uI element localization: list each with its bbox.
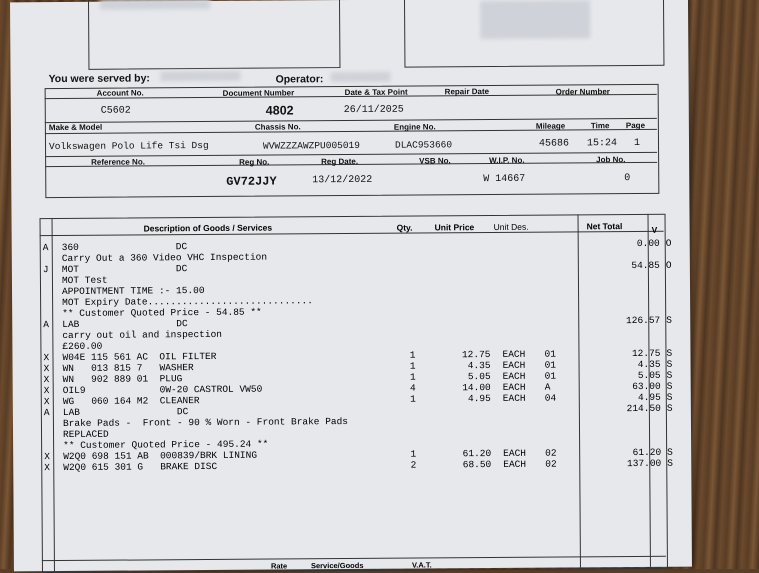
cell-desc: 360 DC	[62, 240, 402, 253]
repair-date-label: Repair Date	[445, 87, 490, 96]
cell-qty: 1	[396, 394, 416, 405]
cell-v: S	[667, 381, 677, 392]
served-by-label: You were served by:	[49, 72, 150, 85]
cell-v: S	[667, 392, 677, 403]
cell-des: 02	[545, 448, 565, 459]
cell-v: O	[666, 238, 676, 249]
document-number-label: Document Number	[223, 88, 295, 97]
cell-desc: W04E 115 561 AC OIL FILTER	[62, 350, 402, 363]
cell-v: S	[667, 403, 677, 414]
cell-v: S	[666, 348, 676, 359]
cell-net: 54.85	[596, 260, 660, 271]
reg-date-label: Reg Date.	[321, 157, 358, 166]
time-label: Time	[591, 121, 610, 130]
document-number: 4802	[266, 103, 294, 117]
col-unit-des: Unit Des.	[494, 222, 529, 232]
wip-label: W.I.P. No.	[489, 156, 524, 165]
cell-desc: APPOINTMENT TIME :- 15.00	[62, 284, 402, 297]
cell-qty: 1	[395, 350, 415, 361]
cell-desc: W2Q0 698 151 AB 000839/BRK LINING	[63, 449, 403, 462]
cell-unit: EACH	[503, 459, 537, 470]
cell-des: 04	[545, 393, 565, 404]
cell-desc: £260.00	[62, 339, 402, 352]
cell-qty: 4	[396, 383, 416, 394]
operator-label: Operator:	[276, 73, 324, 85]
cell-price: 61.20	[436, 448, 491, 459]
chassis-label: Chassis No.	[255, 122, 301, 131]
cell-v: O	[666, 260, 676, 271]
order-number-label: Order Number	[556, 87, 610, 96]
cell-unit: EACH	[503, 382, 537, 393]
cell-price: 14.00	[436, 382, 491, 393]
cell-desc: MOT Expiry Date.............................	[62, 295, 402, 308]
cell-desc: Brake Pads - Front - 90 % Worn - Front Brake Pads	[63, 416, 403, 429]
chassis-no: WVWZZZAWZPU005019	[263, 140, 360, 152]
col-v: V	[652, 225, 658, 235]
cell-net: 126.57	[596, 315, 660, 326]
engine-label: Engine No.	[394, 122, 436, 131]
cell-net: 4.95	[597, 392, 661, 403]
wip-no: W 14667	[483, 174, 525, 185]
reg-date: 13/12/2022	[312, 175, 372, 186]
reg-no: GV72JJY	[226, 175, 277, 189]
cell-qty: 1	[396, 449, 416, 460]
page-number: 1	[634, 138, 640, 149]
cell-price: 12.75	[435, 349, 490, 360]
reference-label: Reference No.	[91, 157, 145, 166]
cell-desc: OIL9 0W-20 CASTROL VW50	[63, 383, 403, 396]
cell-net: 137.00	[597, 458, 661, 469]
cell-des: 01	[544, 349, 564, 360]
cell-unit: EACH	[503, 448, 537, 459]
cell-desc: WN 902 889 01 PLUG	[63, 372, 403, 385]
cell-desc: ** Customer Quoted Price - 495.24 **	[63, 438, 403, 451]
cell-desc: REPLACED	[63, 427, 403, 440]
cell-des: 01	[545, 360, 565, 371]
cell-v: S	[667, 359, 677, 370]
cell-desc: WN 013 815 7 WASHER	[63, 361, 403, 374]
cell-qty: 2	[396, 460, 416, 471]
customer-address-box	[88, 0, 340, 70]
vat-label: V.A.T.	[412, 560, 432, 569]
cell-desc: MOT DC	[62, 262, 402, 275]
col-description: Description of Goods / Services	[144, 223, 273, 234]
cell-v: S	[667, 458, 677, 469]
cell-net: 12.75	[596, 348, 660, 359]
col-qty: Qty.	[397, 223, 413, 233]
cell-des: A	[545, 382, 565, 393]
cell-v: S	[667, 370, 677, 381]
cell-v: S	[667, 447, 677, 458]
cell-desc: WG 060 164 M2 CLEANER	[63, 394, 403, 407]
cell-code: X	[44, 385, 54, 396]
time: 15:24	[587, 138, 617, 149]
redacted-area	[160, 71, 240, 82]
cell-code: A	[43, 242, 53, 253]
mileage-label: Mileage	[536, 121, 565, 130]
cell-des: 02	[545, 459, 565, 470]
vsb-label: VSB No.	[419, 156, 451, 165]
cell-qty: 1	[396, 361, 416, 372]
cell-price: 4.95	[436, 393, 491, 404]
cell-unit: EACH	[503, 393, 537, 404]
cell-net: 0.00	[596, 238, 660, 249]
cell-price: 68.50	[436, 459, 491, 470]
cell-unit: EACH	[502, 349, 536, 360]
reg-no-label: Reg No.	[239, 158, 269, 167]
cell-net: 5.05	[597, 370, 661, 381]
mileage: 45686	[539, 138, 569, 149]
cell-desc: W2Q0 615 301 G BRAKE DISC	[63, 460, 403, 473]
job-label: Job No.	[596, 155, 625, 164]
redacted-area	[331, 72, 391, 82]
cell-unit: EACH	[503, 360, 537, 371]
date-label: Date & Tax Point	[345, 88, 408, 97]
cell-net: 214.50	[597, 403, 661, 414]
line-items	[40, 238, 666, 472]
cell-code: A	[43, 319, 53, 330]
col-unit-price: Unit Price	[435, 222, 475, 232]
document-date: 26/11/2025	[344, 105, 404, 116]
cell-v: S	[666, 315, 676, 326]
cell-desc: carry out oil and inspection	[62, 328, 402, 341]
cell-price: 5.05	[436, 371, 491, 382]
cell-qty: 1	[396, 372, 416, 383]
cell-code: X	[44, 462, 54, 473]
cell-desc: Carry Out a 360 Video VHC Inspection	[62, 251, 402, 264]
redacted-area	[480, 0, 590, 39]
rate-label: Rate	[271, 561, 287, 570]
make-model-label: Make & Model	[49, 123, 102, 132]
cell-desc: LAB DC	[63, 405, 403, 418]
cell-code: J	[43, 264, 53, 275]
cell-net: 63.00	[597, 381, 661, 392]
engine-no: DLAC953660	[395, 139, 452, 150]
cell-code: X	[43, 352, 53, 363]
invoice-paper	[10, 0, 692, 571]
cell-code: X	[44, 363, 54, 374]
page-label: Page	[626, 121, 645, 130]
cell-net: 4.35	[597, 359, 661, 370]
cell-code: A	[44, 407, 54, 418]
col-net-total: Net Total	[587, 221, 623, 231]
cell-desc: ** Customer Quoted Price - 54.85 **	[62, 306, 402, 319]
make-model: Volkswagen Polo Life Tsi Dsg	[49, 140, 209, 152]
account-no-label: Account No.	[97, 88, 144, 97]
cell-price: 4.35	[436, 360, 491, 371]
cell-des: 01	[545, 371, 565, 382]
account-no: C5602	[101, 106, 131, 117]
cell-desc: MOT Test	[62, 273, 402, 286]
job-no: 0	[624, 173, 630, 184]
cell-unit: EACH	[503, 371, 537, 382]
cell-code: X	[44, 374, 54, 385]
cell-code: X	[44, 396, 54, 407]
redacted-area	[100, 0, 210, 10]
cell-desc: LAB DC	[62, 317, 402, 330]
cell-code: X	[44, 451, 54, 462]
service-goods-label: Service/Goods	[311, 561, 364, 570]
cell-net: 61.20	[597, 447, 661, 458]
